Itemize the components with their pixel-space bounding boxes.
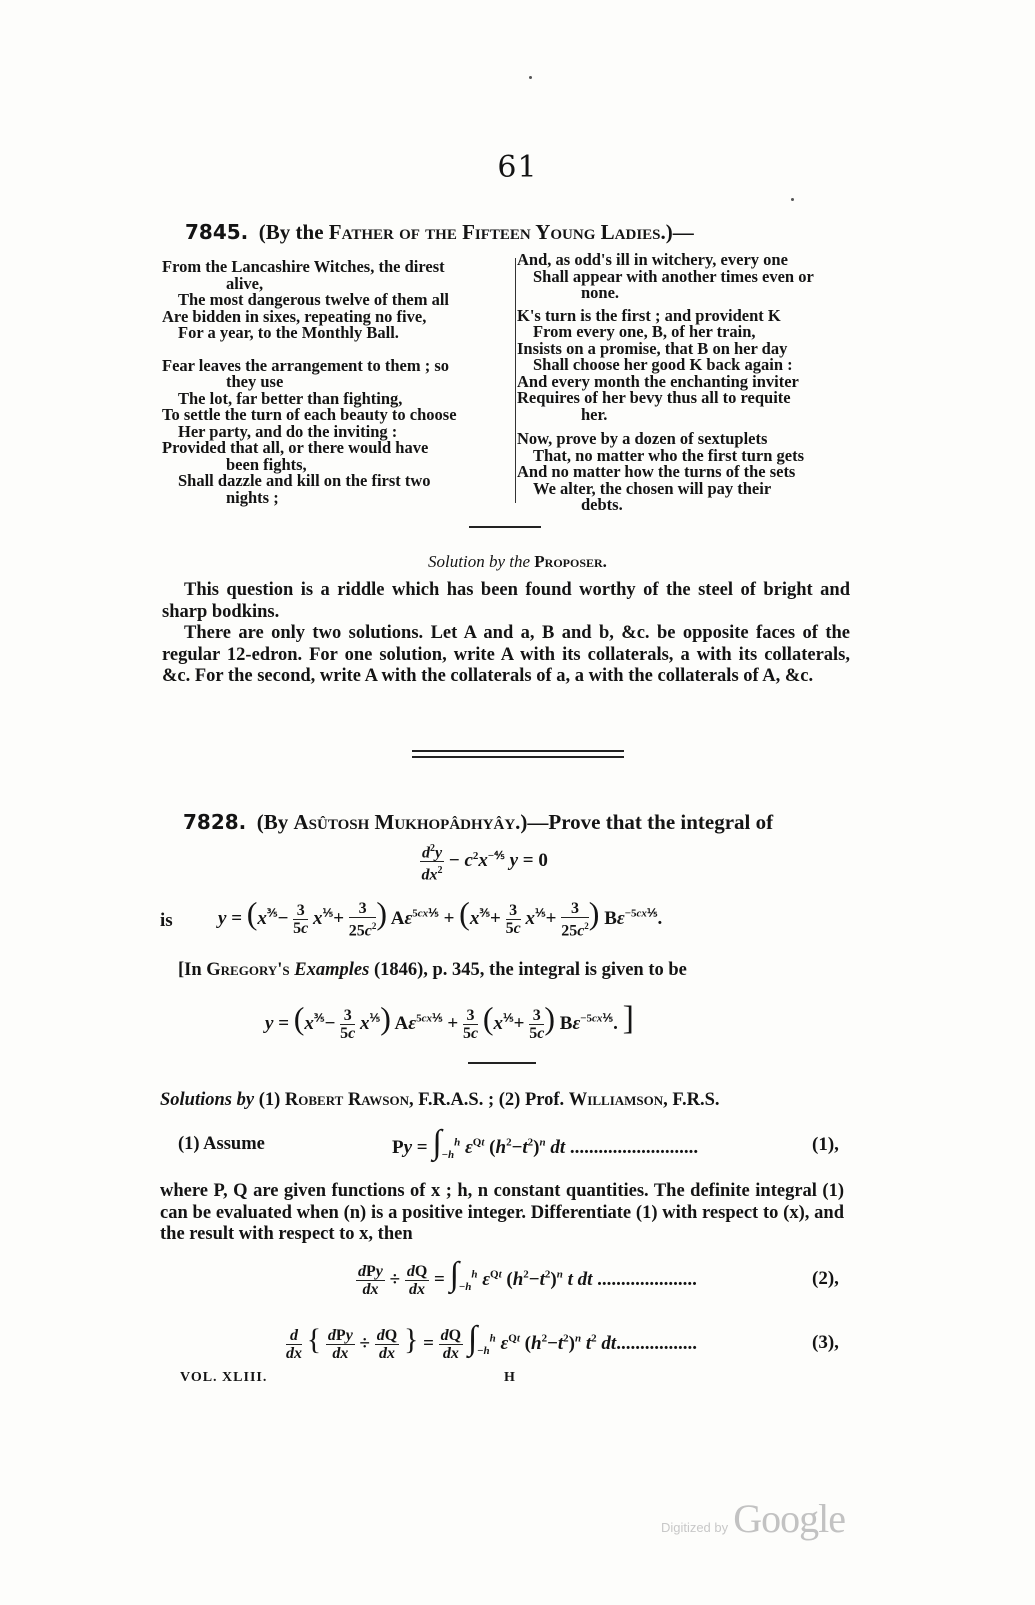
poem-line: And no matter how the turns of the sets [517,462,796,481]
fraction: $\frac{3}{5c}$ [505,902,521,938]
poem-line: Fear leaves the arrangement to them ; so [162,355,449,375]
double-rule-bottom [412,756,624,758]
poem-line: alive, [226,273,264,293]
poem-line: Shall appear with another times even or [533,266,814,286]
equation-2-tag: (2), [812,1268,839,1289]
assume-label: (1) Assume [178,1134,265,1154]
question-7845-heading [185,220,694,245]
question-number: 7845. [185,220,249,244]
column-divider [515,258,516,503]
poem-line: And every month the enchanting inviter [517,371,799,391]
poem-line: been fights, [226,454,307,474]
byline-close: .)—Prove that the integral of [515,810,774,834]
fraction: $\frac{dQ}{dx}$ [376,1327,398,1363]
ref-rest: (1846), p. 345, the integral is given to be [369,960,687,980]
poem-line: Are bidden in sixes, repeating no five, [162,306,427,326]
fraction: $\frac{d}{dx}$ [286,1327,302,1363]
poem-line: Now, prove by a dozen of sextuplets [517,429,768,448]
gregory-reference [178,960,687,982]
poem-line: From the Lancashire Witches, the direst [162,257,445,276]
double-rule-top [412,750,624,752]
signature-mark: H [504,1370,516,1385]
solutions-mid: , F.R.A.S. ; (2) Prof. [408,1090,569,1110]
fraction: $\frac{3}{25c^2}$ [561,899,589,940]
poem-line: That, no matter who the first turn gets [533,445,805,465]
question-number: 7828. [183,810,247,834]
google-watermark [661,1495,845,1542]
differential-equation: $\frac{d^2y}{dx^2}$ − $c^2x^{-\frac{4}{5}}$ y = 0 [420,840,548,884]
solutions-label: Solutions by [160,1090,255,1110]
poem-line: Requires of her bevy thus all to requite [517,388,791,407]
page-number: 61 [497,150,538,185]
poem-line: Insists on a promise, that B on her day [517,338,788,358]
poem-line: K's turn is the first ; and provident K [517,305,781,325]
gregory-formula: $y = (x^{\frac{3}{5}}-$ $\frac{3}{5c}$ $x^{\frac{1}{5}}$) $A\varepsilon^{5cx\frac{1}{5}}$ + $\frac{3}{5c}$ ($x^{\frac{1}{5}}+$ $\frac{3}{5c}$ ) $B\varepsilon^{-5cx\frac{1}{5}}$. ] [265,1000,634,1043]
integral-solution: $y = (x^{\frac{3}{5}}-$ $\frac{3}{5c}$ $x^{\frac{1}{5}}+$ $\frac{3}{25c^2}$ ) $A\varepsilon^{5cx\frac{1}{5}} + (x^{\frac{3}{5}}+$ $\frac{3}{5c}$ $x^{\frac{1}{5}}+$ $\frac{3}{25c^2}$ ) $B\varepsilon^{-5cx\frac{1}{5}}$. [218,895,663,940]
fraction: $\frac{dQ}{dx}$ [440,1327,462,1363]
poem-line: For a year, to the Monthly Ball. [178,323,399,342]
equation-3: $\frac{d}{dx}$ { $\frac{\text{dPy}}{dx}$ ÷ $\frac{dQ}{dx}$ } = $\frac{dQ}{dx}$ $\int_{-h}^h$ $\varepsilon^{Qt}$ $(h^2-t^2)^n$ $t^2$ dt................. [286,1320,697,1363]
poem-line: they use [226,372,284,391]
solutions-end: , F.R.S. [663,1090,720,1110]
question-author: Father of the Fifteen Young Ladies [328,220,661,244]
question-7828-heading [183,810,773,835]
where-paragraph: where P, Q are given functions of x ; h, n constant quantities. The definite integral (1) can be evaluated when (n) is a positive integer. Differentiate (1) with respect to (x), and the result with respect to x, then [160,1181,844,1244]
byline-close: .)— [660,220,694,244]
google-logo: Google [733,1496,845,1541]
poem-line: The lot, far better than fighting, [178,388,403,408]
digitized-label: Digitized by [660,1520,729,1535]
poem-line: To settle the turn of each beauty to choose [162,405,457,424]
speck [529,76,532,79]
volume-label: VOL. XLIII. [180,1370,268,1385]
speck [791,198,794,201]
ref-author: Gregory's [206,960,290,980]
poem-line: Shall dazzle and kill on the first two [178,471,431,490]
fraction: $\frac{3}{5c}$ [340,1007,356,1043]
solutions-byline [160,1090,720,1112]
byline-open: (By the [258,220,329,244]
poem-line: We alter, the chosen will pay their [533,478,772,498]
poem-line: none. [581,283,620,302]
ref-book: Examples [294,960,370,980]
solution-text [162,580,850,688]
poem-left-column [162,259,457,506]
section-rule [468,1062,536,1064]
question-author: Asûtosh Mukhopâdhyây [293,810,516,834]
fraction: $\frac{\text{dPy}}{dx}$ [358,1263,383,1299]
poem-line: debts. [581,495,623,514]
fraction: $\frac{3}{5c}$ [462,1007,479,1043]
equation-1-tag: (1), [812,1134,839,1155]
fraction: $\frac{3}{25c^2}$ [348,899,377,940]
fraction: $\frac{3}{5c}$ [529,1007,545,1043]
solver-2: Williamson [568,1090,664,1110]
poem-line: Shall choose her good K back again : [533,355,793,374]
solver-1: Robert Rawson [284,1090,409,1110]
poem-line: From every one, B, of her train, [533,322,756,341]
poem-right-column [517,252,814,514]
fraction: $\frac{d^2y}{dx^2}$ [420,840,444,884]
poem-line: The most dangerous twelve of them all [178,290,450,309]
byline-open: (By [256,810,294,834]
is-label: is [160,910,173,931]
poem-line: Provided that all, or there would have [162,438,429,457]
fraction: $\frac{dQ}{dx}$ [406,1263,428,1299]
paragraph: This question is a riddle which has been found worthy of the steel of bright and sharp bodkins. [162,580,850,622]
equation-2: $\frac{\text{dPy}}{dx}$ ÷ $\frac{dQ}{dx}$ = $\int_{-h}^h$ $\varepsilon^{Qt}$ $(h^2-t^2)^n$ t dt ..................... [358,1256,697,1299]
equation-1: $Py = \int_{-h}^h$ $\varepsilon^{Qt}$ $(h^2-t^2)^n$ dt ........................... [392,1124,699,1161]
poem-line: Her party, and do the inviting : [178,421,398,441]
section-rule [469,526,541,528]
fraction: $\frac{\text{dPy}}{dx}$ [327,1327,353,1363]
fraction: $\frac{3}{5c}$ [293,902,309,938]
poem-line: And, as odd's ill in witchery, every one [517,250,788,269]
paragraph: There are only two solutions. Let A and a, B and b, &c. be opposite faces of the regular 12-edron. For one solution, write A with its collaterals, a with its collaterals, &c. For the second, write A with the collaterals of a, a with the collaterals of A, &c. [162,623,850,686]
equation-3-tag: (3), [812,1332,839,1353]
solution-author: Proposer. [534,552,607,571]
solution-heading [0,552,1035,572]
solutions-marker: (1) [254,1090,285,1110]
poem-line: her. [581,404,608,424]
poem-line: nights ; [226,487,279,507]
ref-open: [In [178,960,207,980]
solution-label: Solution by the [428,552,531,571]
